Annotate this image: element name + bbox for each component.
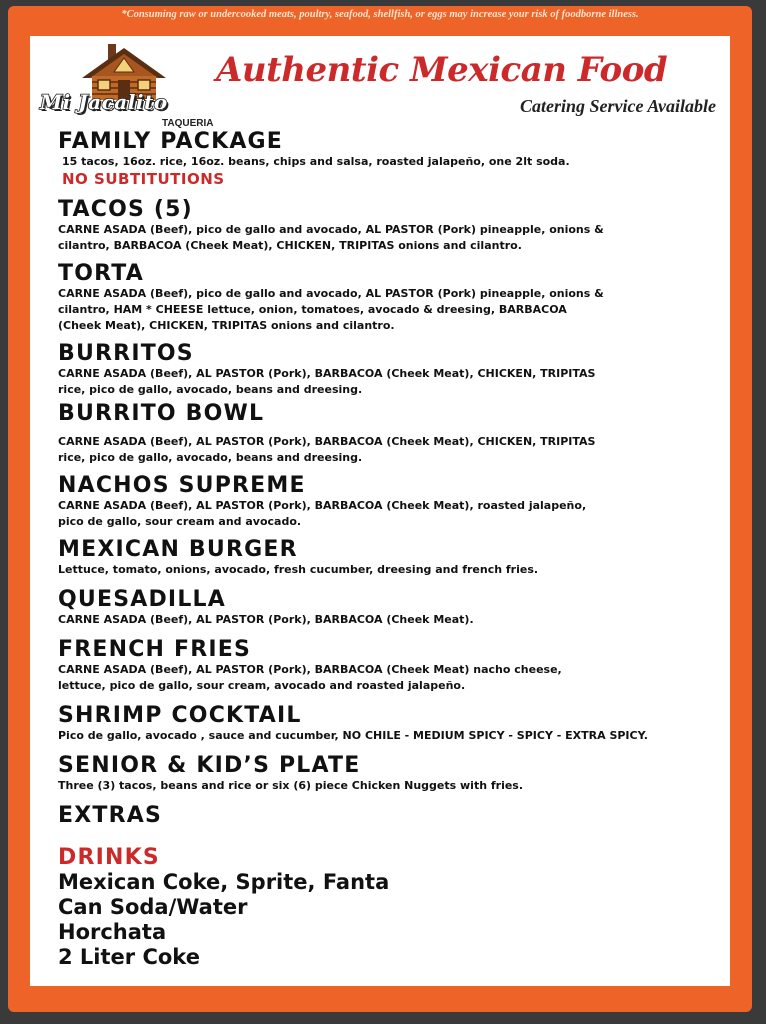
drinks-title: DRINKS	[58, 845, 160, 870]
item-title: FAMILY PACKAGE	[58, 129, 284, 154]
drink-item: Mexican Coke, Sprite, Fanta	[58, 870, 390, 894]
item-title: BURRITO BOWL	[58, 401, 265, 426]
menu-item-quesadilla	[58, 588, 718, 628]
menu-frame	[8, 6, 752, 1012]
menu-item-extras	[58, 804, 718, 828]
item-title: SENIOR & KID’S PLATE	[58, 753, 361, 778]
catering-note: Catering Service Available	[520, 96, 716, 116]
menu-item-torta	[58, 262, 718, 334]
item-title: QUESADILLA	[58, 587, 226, 612]
item-description: CARNE ASADA (Beef), AL PASTOR (Pork), BARBACOA (Cheek Meat), roasted jalapeño, pico de gallo, sour cream and avocado.	[58, 499, 587, 528]
item-description: CARNE ASADA (Beef), AL PASTOR (Pork), BARBACOA (Cheek Meat) nacho cheese, lettuce, pico de gallo, sour cream, avocado and roasted jalapeño.	[58, 663, 562, 692]
item-title: TACOS (5)	[58, 197, 193, 222]
item-description: 15 tacos, 16oz. rice, 16oz. beans, chips and salsa, roasted jalapeño, one 2lt soda.	[62, 155, 570, 168]
menu-item-nachos-supreme	[58, 474, 718, 530]
menu-item-tacos	[58, 198, 718, 254]
item-title: TORTA	[58, 261, 144, 286]
menu-list	[58, 130, 718, 970]
item-title: SHRIMP COCKTAIL	[58, 703, 302, 728]
item-title: BURRITOS	[58, 341, 194, 366]
drinks-list	[58, 870, 718, 970]
menu-sheet	[30, 36, 730, 986]
menu-item-shrimp-cocktail	[58, 704, 718, 744]
item-description: Pico de gallo, avocado , sauce and cucumber, NO CHILE - MEDIUM SPICY - SPICY - EXTRA SPICY.	[58, 729, 648, 742]
menu-item-french-fries	[58, 638, 718, 694]
menu-item-mexican-burger	[58, 538, 718, 578]
brand-subtitle: TAQUERIA	[162, 118, 214, 129]
brand-name: Mi Jacalito	[40, 90, 168, 114]
food-safety-warning: *Consuming raw or undercooked meats, poultry, seafood, shellfish, or eggs may increase your risk of foodborne illness.	[121, 9, 639, 20]
item-title: EXTRAS	[58, 803, 163, 828]
item-description: CARNE ASADA (Beef), pico de gallo and avocado, AL PASTOR (Pork) pineapple, onions & cilantro, HAM * CHEESE lettuce, onion, tomatoes, avocado & dreesing, BARBACOA (Cheek Meat), CHICKEN, TRIPITAS onions and cilantro.	[58, 287, 604, 332]
brand-logo	[40, 42, 214, 132]
item-description: CARNE ASADA (Beef), AL PASTOR (Pork), BARBACOA (Cheek Meat), CHICKEN, TRIPITAS rice, pico de gallo, avocado, beans and dreesing.	[58, 367, 596, 396]
menu-item-senior-kids-plate	[58, 754, 718, 794]
menu-section-drinks	[58, 846, 718, 970]
drink-item: Horchata	[58, 920, 167, 944]
item-description: Lettuce, tomato, onions, avocado, fresh cucumber, dreesing and french fries.	[58, 563, 539, 576]
no-substitutions-note: NO SUBTITUTIONS	[62, 170, 225, 188]
headline: Authentic Mexican Food	[216, 50, 668, 90]
menu-item-burrito-bowl	[58, 402, 718, 466]
drink-item: 2 Liter Coke	[58, 945, 200, 969]
menu-item-family-package	[58, 130, 718, 188]
item-description: Three (3) tacos, beans and rice or six (6) piece Chicken Nuggets with fries.	[58, 779, 524, 792]
item-title: NACHOS SUPREME	[58, 473, 306, 498]
menu-item-burritos	[58, 342, 718, 398]
item-description: CARNE ASADA (Beef), AL PASTOR (Pork), BARBACOA (Cheek Meat), CHICKEN, TRIPITAS rice, pico de gallo, avocado, beans and dreesing.	[58, 435, 596, 464]
item-description: CARNE ASADA (Beef), pico de gallo and avocado, AL PASTOR (Pork) pineapple, onions & cilantro, BARBACOA (Cheek Meat), CHICKEN, TRIPITAS onions and cilantro.	[58, 223, 604, 252]
item-title: MEXICAN BURGER	[58, 537, 298, 562]
drink-item: Can Soda/Water	[58, 895, 248, 919]
item-title: FRENCH FRIES	[58, 637, 252, 662]
item-description: CARNE ASADA (Beef), AL PASTOR (Pork), BARBACOA (Cheek Meat).	[58, 613, 474, 626]
